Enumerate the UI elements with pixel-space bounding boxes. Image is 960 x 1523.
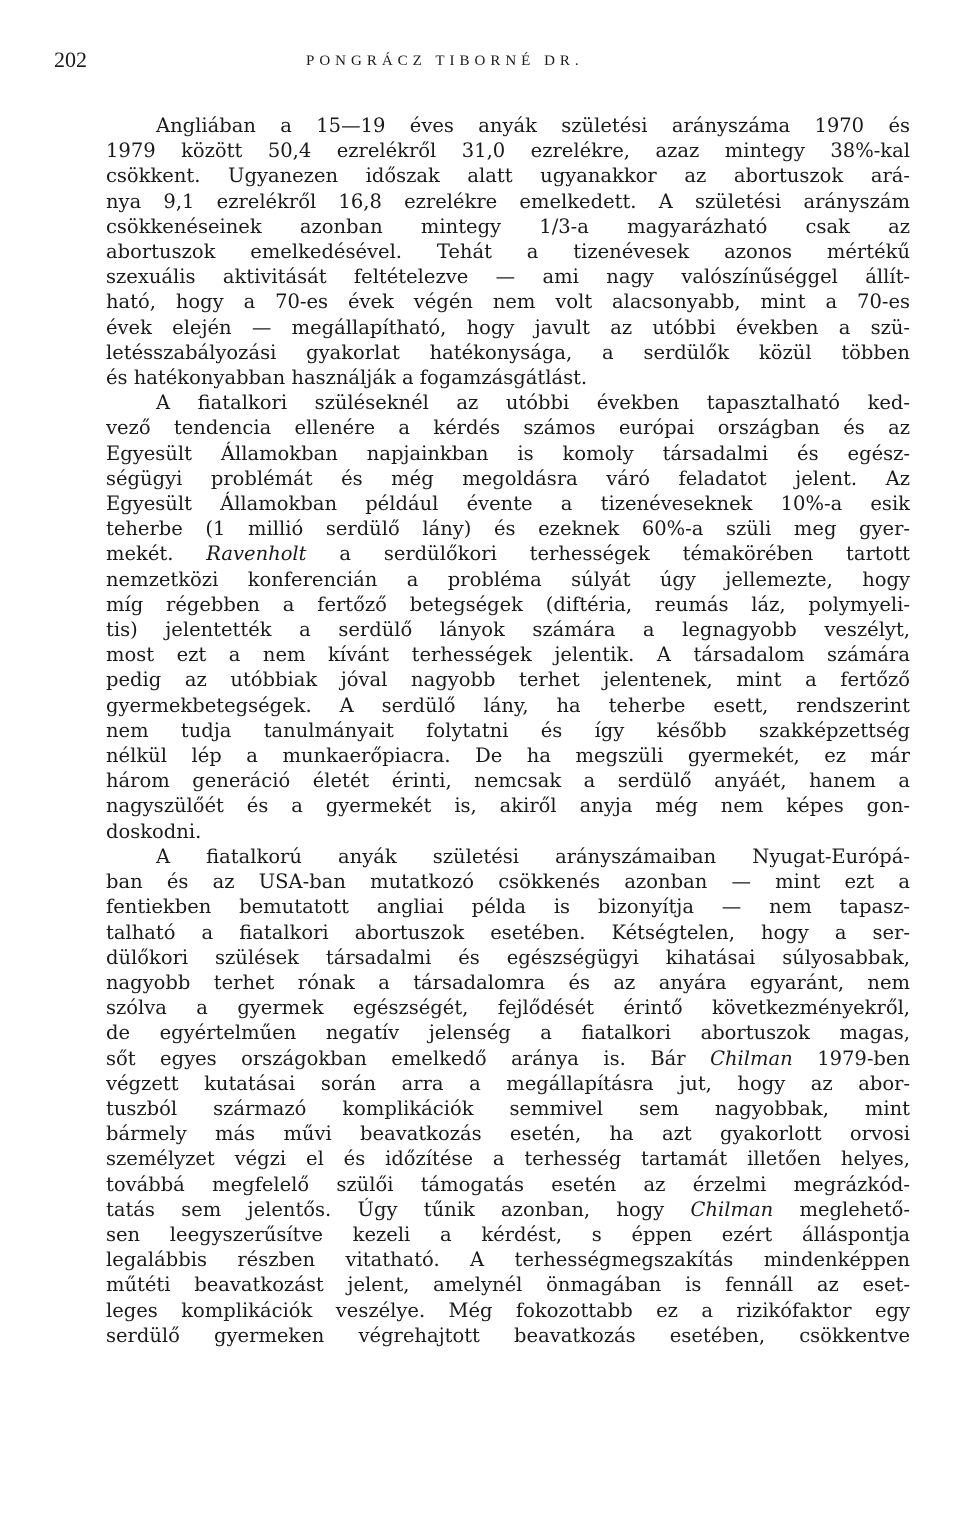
text-line: bármely más művi beavatkozás esetén, ha azt gyakorlott orvosi [106,1122,910,1146]
text-line: talható a fiatalkori abortuszok esetében. Kétségtelen, hogy a ser- [106,920,910,944]
text-line: ségügyi problémát és még megoldásra váró feladatot jelent. Az [106,466,910,490]
running-head-author: PONGRÁCZ TIBORNÉ DR. [306,53,584,69]
text-line: most ezt a nem kívánt terhességek jelentik. A társadalom számára [106,643,910,667]
line-segment: meglehető- [799,1197,911,1221]
text-line: évek elején — megállapítható, hogy javult az utóbbi években a szü- [106,315,910,339]
text-line: csökkenéseinek azonban mintegy 1/3-a magyarázható csak az [106,214,910,238]
text-line: Angliában a 15—19 éves anyák születési arányszáma 1970 és [156,114,910,137]
text-line: tis) jelentették a serdülő lányok számára a legnagyobb veszélyt, [106,618,910,642]
text-line: Egyesült Államokban például évente a tizenéveseknek 10%-a esik [106,492,910,516]
text-line: letésszabályozási gyakorlat hatékonysága, a serdülők közül többen [106,340,910,364]
running-head [54,46,914,76]
line-segment: mekét. [106,542,174,566]
cited-name-chilman: Chilman [710,1046,793,1070]
text-line-with-name [54,541,910,566]
line-segment: sőt egyes országokban emelkedő aránya is. Bár [106,1046,686,1070]
text-line: csökkent. Ugyanezen időszak alatt ugyanakkor az abortuszok ará- [106,164,910,188]
line-segment: a serdülőkori terhességek témakörében tartott [339,542,911,566]
text-line: nem tudja tanulmányait folytatni és így később szakképzettség [106,718,910,742]
text-line: és hatékonyabban használják a fogamzásgátlást. [106,366,588,390]
text-line: vező tendencia ellenére a kérdés számos európai országban és az [106,416,910,440]
body-text [54,113,910,1348]
text-line: ban és az USA-ban mutatkozó csökkenés azonban — mint ezt a [106,870,910,894]
paragraph-1 [54,113,910,390]
text-line: három generáció életét érinti, nemcsak a serdülő anyáét, hanem a [106,769,910,793]
paragraph-3 [54,844,910,1348]
text-line: leges komplikációk veszélye. Még fokozottabb ez a rizikófaktor egy [106,1298,910,1322]
text-line: személyzet végzi el és időzítése a terhesség tartamát illetően helyes, [106,1147,910,1171]
text-line: dülőkori szülések társadalmi és egészségügyi kihatásai súlyosabbak, [106,945,910,969]
text-line: abortuszok emelkedésével. Tehát a tizenévesek azonos mértékű [106,240,910,264]
text-line: 1979 között 50,4 ezrelékről 31,0 ezrelékre, azaz mintegy 38%-kal [106,139,910,163]
text-line: műtéti beavatkozást jelent, amelynél önmagában is fennáll az eset- [106,1273,910,1297]
text-line: nélkül lép a munkaerőpiacra. De ha megszüli gyermekét, ez már [106,744,910,768]
text-line-with-name [54,1197,910,1222]
text-line: fentiekben bemutatott angliai példa is bizonyítja — nem tapasz- [106,895,910,919]
text-line: A fiatalkorú anyák születési arányszámaiban Nyugat-Európá- [156,844,910,868]
text-line: A fiatalkori szüléseknél az utóbbi években tapasztalható ked- [156,391,910,415]
text-line: teherbe (1 millió serdülő lány) és ezeknek 60%-a szüli meg gyer- [106,517,910,541]
text-line: Egyesült Államokban napjainkban is komoly társadalmi és egész- [106,441,910,465]
text-line: míg régebben a fertőző betegségek (diftéria, reumás láz, polymyeli- [106,592,910,616]
line-segment: tatás sem jelentős. Úgy tűnik azonban, hogy [106,1197,665,1221]
page-number: 202 [54,47,87,72]
text-line: továbbá megfelelő szülői támogatás esetén az érzelmi megrázkód- [106,1172,910,1196]
text-line: nya 9,1 ezrelékről 16,8 ezrelékre emelkedett. A születési arányszám [106,189,910,213]
paragraph-2 [54,390,910,844]
cited-name-chilman: Chilman [690,1197,774,1221]
text-line: nagyszülőét és a gyermekét is, akiről anyja még nem képes gon- [106,794,910,818]
text-line: sen leegyszerűsítve kezeli a kérdést, s éppen ezért álláspontja [106,1222,910,1246]
text-line: szólva a gyermek egészségét, fejlődését érintő következményekről, [106,996,910,1020]
text-line: pedig az utóbbiak jóval nagyobb terhet jelentenek, mint a fertőző [106,668,910,692]
text-line: nagyobb terhet rónak a társadalomra és az anyára egyaránt, nem [106,970,910,994]
text-line: de egyértelműen negatív jelenség a fiatalkori abortuszok magas, [106,1021,910,1045]
text-line: szexuális aktivitását feltételezve — ami nagy valószínűséggel állít- [106,265,910,289]
text-line-with-name [54,1046,910,1071]
text-line: gyermekbetegségek. A serdülő lány, ha teherbe esett, rendszerint [106,693,910,717]
text-line: végzett kutatásai során arra a megállapításra jut, hogy az abor- [106,1071,910,1095]
text-line: legalábbis részben vitatható. A terhességmegszakítás mindenképpen [106,1248,910,1272]
text-line: tuszból származó komplikációk semmivel sem nagyobbak, mint [106,1096,910,1120]
text-line: doskodni. [106,819,202,843]
text-line: serdülő gyermeken végrehajtott beavatkozás esetében, csökkentve [106,1323,910,1347]
text-line: nemzetközi konferencián a probléma súlyát úgy jellemezte, hogy [106,567,910,591]
line-segment: 1979-ben [817,1046,910,1070]
cited-name-ravenholt: Ravenholt [206,542,307,566]
text-line: ható, hogy a 70-es évek végén nem volt alacsonyabb, mint a 70-es [106,290,910,314]
